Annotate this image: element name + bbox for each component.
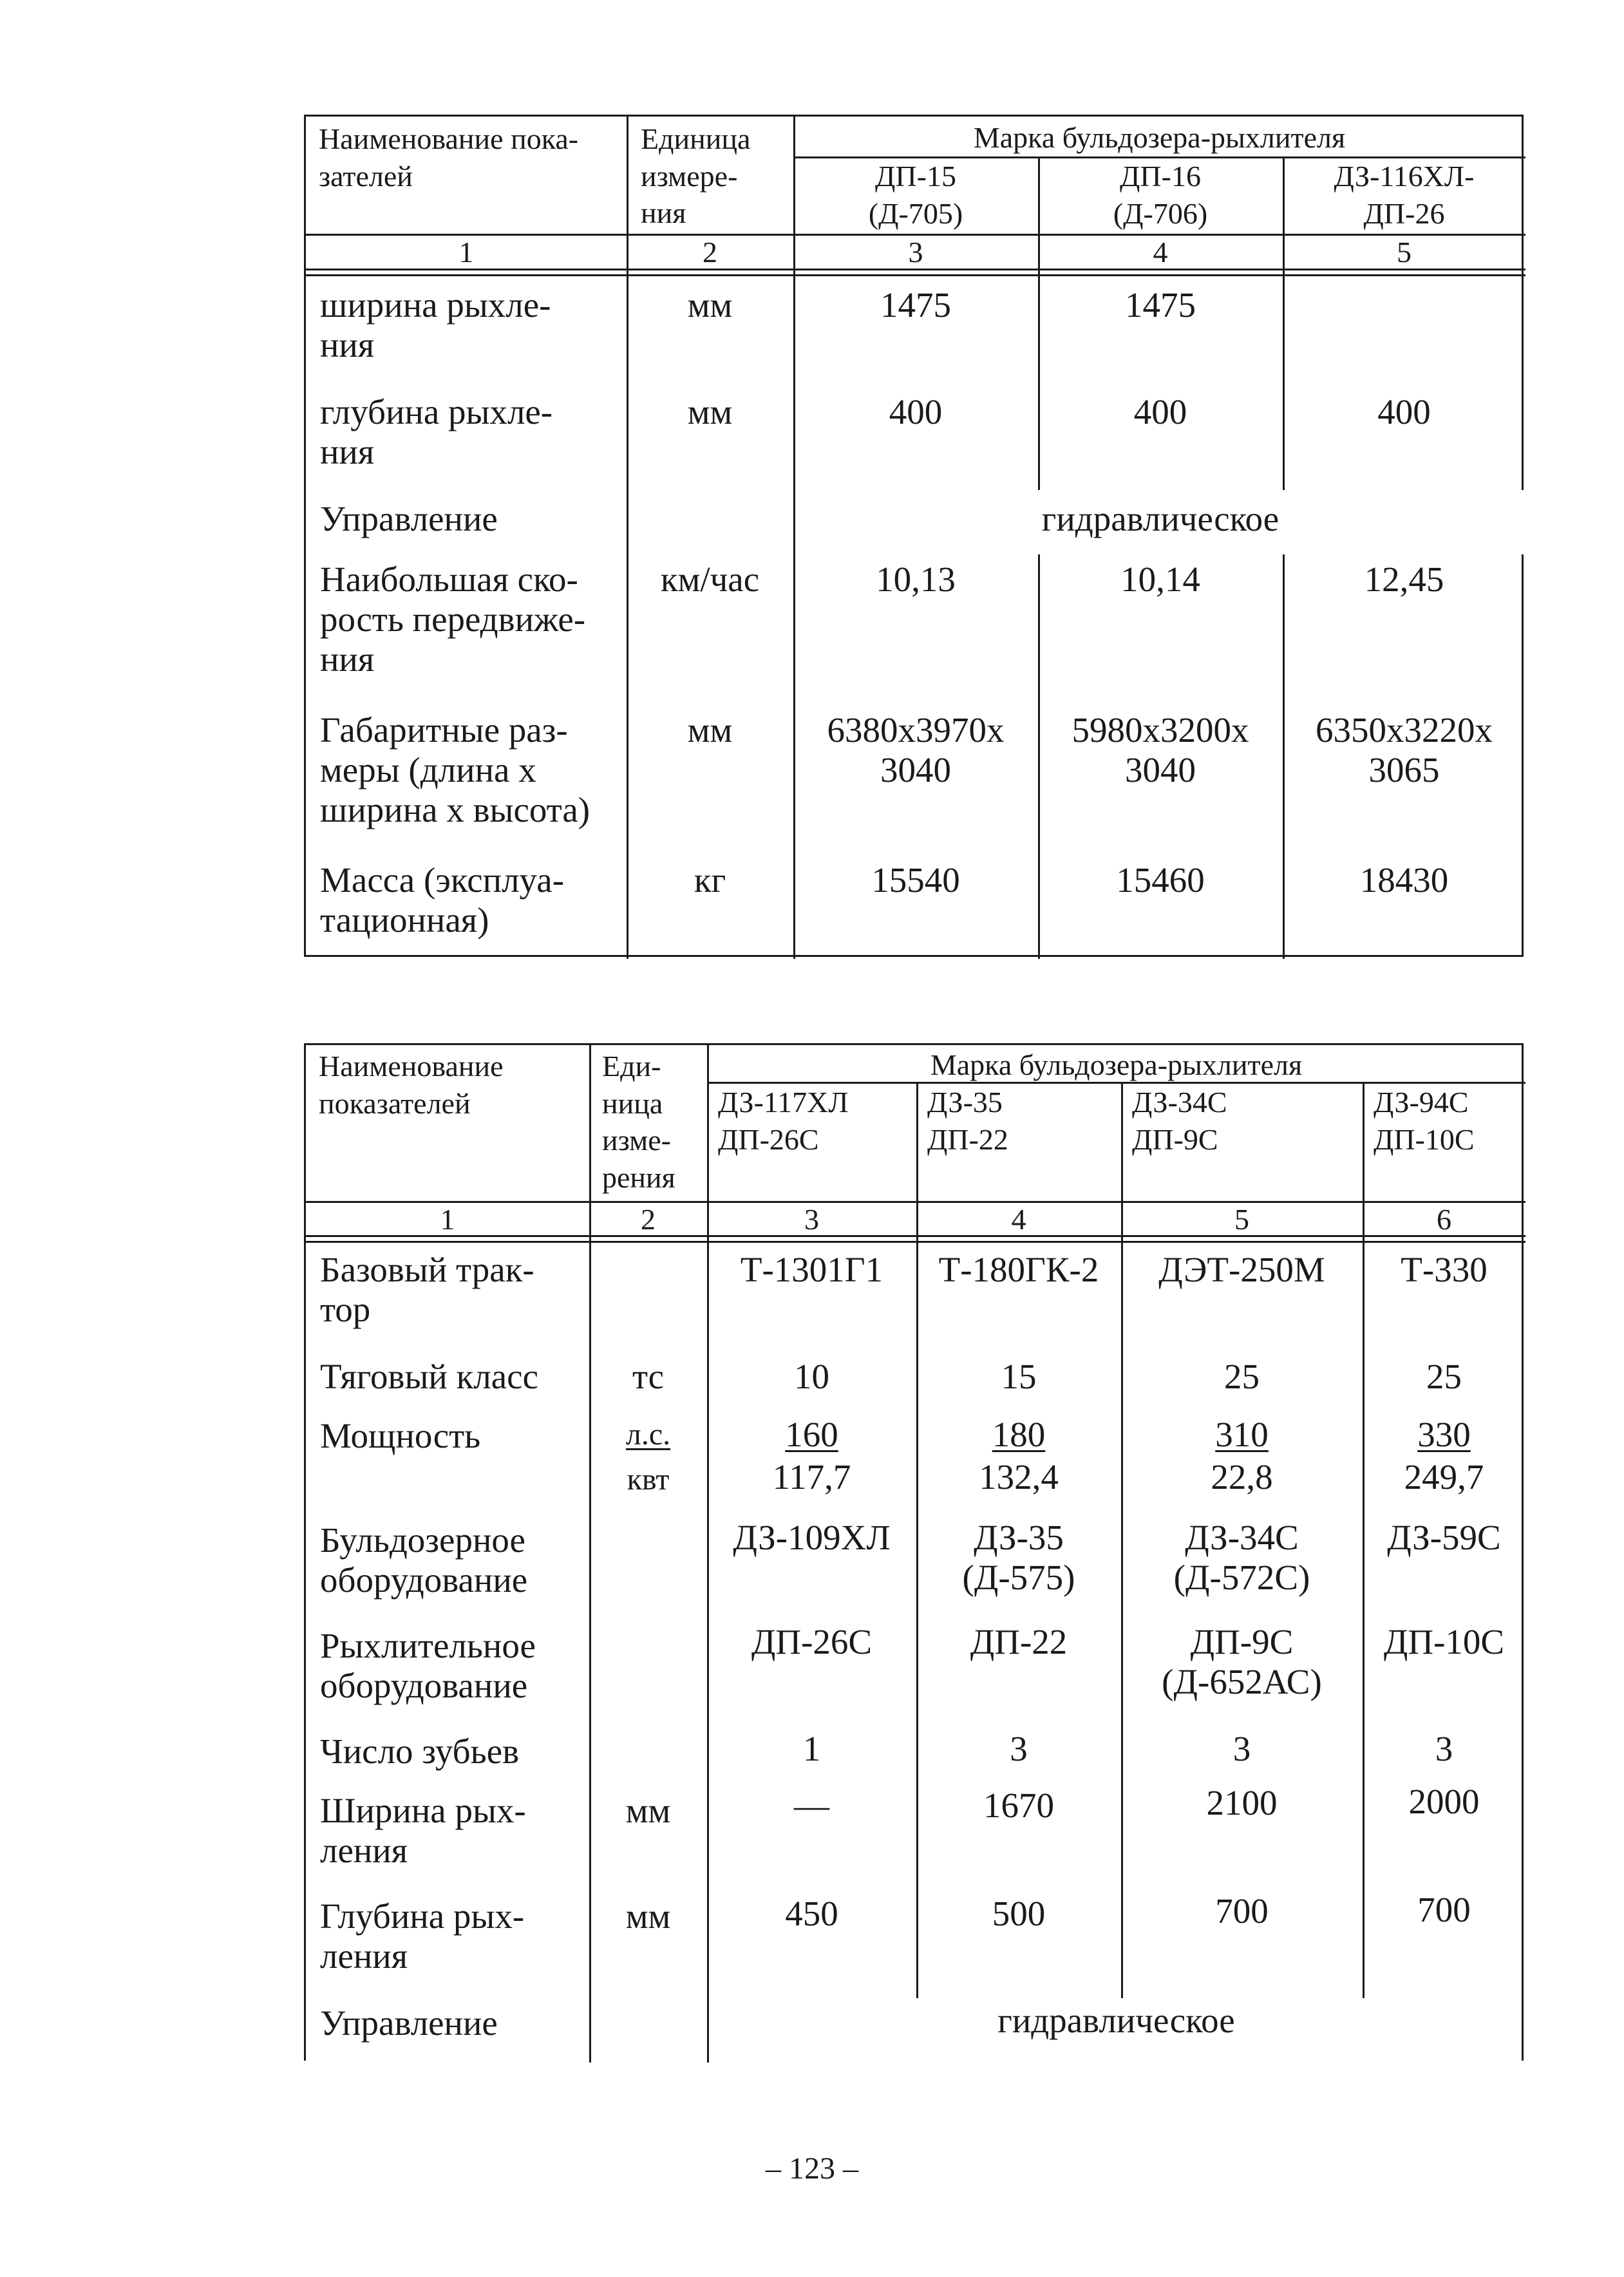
t2-cell: ДП-10С <box>1383 1622 1505 1661</box>
t2-cell-bottom: 22,8 <box>1211 1457 1273 1497</box>
t2-cell: 1670 <box>983 1786 1054 1825</box>
t1-row-label: ширина рыхле- ния <box>320 285 551 365</box>
t2-header-unit: Еди- ница изме- рения <box>602 1050 675 1194</box>
t2-col-number: 4 <box>1011 1203 1026 1236</box>
t2-cell: 15 <box>1001 1357 1037 1396</box>
t2-row-label: Ширина рых- ления <box>320 1791 526 1871</box>
t2-row-label: Мощность <box>320 1416 481 1455</box>
t2-row-label: Тяговый класс <box>320 1357 538 1396</box>
t2-cell-top: 180 <box>992 1415 1046 1454</box>
t1-col-number: 2 <box>703 236 717 269</box>
t2-row-label: Рыхлительное оборудование <box>320 1626 536 1706</box>
table-2 <box>304 1043 1524 2061</box>
t2-cell: 10 <box>794 1357 829 1396</box>
t1-merged-cell: гидравлическое <box>1041 499 1279 538</box>
t2-cell: 3 <box>1010 1729 1028 1768</box>
t1-row-label: Габаритные раз- меры (длина х ширина х высота) <box>320 710 590 830</box>
t1-header-unit: Единица измере- ния <box>641 122 751 229</box>
t2-cell: ДЗ-35 (Д-575) <box>962 1518 1075 1598</box>
t1-row-label: глубина рыхле- ния <box>320 392 553 472</box>
t1-header-model: ДЗ-116ХЛ- ДП-26 <box>1334 160 1475 230</box>
t2-cell: Т-180ГК-2 <box>938 1250 1099 1289</box>
t2-row-label: Глубина рых- ления <box>320 1896 525 1976</box>
t1-col-number: 5 <box>1397 236 1412 269</box>
t2-header-brand: Марка бульдозера-рыхлителя <box>930 1048 1303 1081</box>
t2-header-model: ДЗ-35 ДП-22 <box>927 1086 1008 1156</box>
t2-col-number: 6 <box>1437 1203 1451 1236</box>
t2-cell: 700 <box>1417 1890 1471 1929</box>
t2-cell-bottom: 249,7 <box>1404 1457 1484 1497</box>
t1-cell: 400 <box>1377 392 1431 431</box>
t2-cell: 2000 <box>1408 1782 1480 1821</box>
t2-row-unit-top: л.с. <box>625 1417 671 1451</box>
t1-row-label: Управление <box>320 499 498 538</box>
t2-cell: 2100 <box>1206 1783 1278 1822</box>
t2-cell: 3 <box>1435 1729 1453 1768</box>
t2-cell: Т-330 <box>1401 1250 1487 1289</box>
t1-cell: 18430 <box>1359 860 1449 900</box>
t2-row-label: Бульдозерное оборудование <box>320 1520 528 1600</box>
t2-row-unit-bottom: квт <box>627 1462 670 1497</box>
t1-row-unit: мм <box>687 710 733 750</box>
t1-cell: 1475 <box>880 285 951 325</box>
t1-row-label: Наибольшая ско- рость передвиже- ния <box>320 560 586 679</box>
t2-cell-top: 160 <box>785 1415 838 1454</box>
t2-cell: ДЭТ-250М <box>1158 1250 1325 1289</box>
t2-row-label: Число зубьев <box>320 1732 520 1771</box>
t1-row-unit: мм <box>687 285 733 325</box>
t2-cell: 3 <box>1232 1729 1251 1768</box>
t2-cell-bottom: 132,4 <box>979 1457 1059 1497</box>
t2-header-name: Наименование показателей <box>319 1050 504 1120</box>
t1-cell: 12,45 <box>1364 560 1444 599</box>
t2-col-number: 3 <box>804 1203 819 1236</box>
t2-col-number: 5 <box>1234 1203 1249 1236</box>
t1-col-number: 3 <box>908 236 923 269</box>
t2-row-unit: мм <box>625 1896 671 1936</box>
t2-header-model: ДЗ-117ХЛ ДП-26С <box>718 1086 849 1156</box>
t2-row-unit: тс <box>632 1357 665 1396</box>
t2-cell: 450 <box>785 1894 838 1933</box>
t2-cell: ДЗ-59С <box>1387 1518 1501 1557</box>
t1-header-brand: Марка бульдозера-рыхлителя <box>973 121 1346 154</box>
t1-row-unit: кг <box>694 860 726 900</box>
t2-cell-bottom: 117,7 <box>772 1457 851 1497</box>
t1-cell: 400 <box>889 392 943 431</box>
page-number: – 123 – <box>766 2151 858 2186</box>
t1-row-unit: км/час <box>660 560 760 599</box>
t2-cell: ДП-9С (Д-652АС) <box>1162 1622 1322 1702</box>
t1-cell: 15540 <box>871 860 960 900</box>
t2-row-label: Базовый трак- тор <box>320 1250 534 1330</box>
t1-cell: 10,14 <box>1120 560 1200 599</box>
t2-cell-top: 330 <box>1417 1415 1471 1454</box>
t1-numbers-line-2 <box>306 274 1525 276</box>
t2-header-model: ДЗ-94С ДП-10С <box>1374 1086 1475 1156</box>
t2-numbers-line-2 <box>306 1241 1525 1243</box>
t2-cell: ДП-22 <box>970 1622 1068 1661</box>
t2-header-model: ДЗ-34С ДП-9С <box>1132 1086 1227 1156</box>
t1-cell: 10,13 <box>876 560 956 599</box>
t2-row-label: Управление <box>320 2003 498 2043</box>
t2-cell: Т-1301Г1 <box>740 1250 883 1289</box>
t1-header-name: Наименование пока- зателей <box>319 122 579 193</box>
t1-cell: 15460 <box>1116 860 1205 900</box>
t2-merged-cell: гидравлическое <box>997 2001 1235 2040</box>
t2-cell: — <box>794 1786 829 1825</box>
t2-row-unit: мм <box>625 1791 671 1830</box>
t1-col-number: 4 <box>1153 236 1168 269</box>
t2-cell: 1 <box>802 1729 821 1768</box>
t1-header-model: ДП-15 (Д-705) <box>868 160 963 230</box>
t1-cell: 1475 <box>1125 285 1196 325</box>
t1-cell: 5980х3200х 3040 <box>1072 710 1249 790</box>
t2-col-number: 1 <box>440 1203 455 1236</box>
t1-header-model: ДП-16 (Д-706) <box>1113 160 1208 230</box>
t1-col-number: 1 <box>458 236 474 269</box>
table-1 <box>304 115 1524 957</box>
t2-cell: 25 <box>1426 1357 1462 1396</box>
t2-cell: ДП-26С <box>751 1622 873 1661</box>
t2-cell: 500 <box>992 1894 1046 1933</box>
t2-cell: 25 <box>1224 1357 1260 1396</box>
t2-cell: ДЗ-34С (Д-572С) <box>1173 1518 1310 1598</box>
t2-cell: 700 <box>1215 1891 1269 1931</box>
t1-cell: 6350х3220х 3065 <box>1316 710 1493 790</box>
t2-cell-top: 310 <box>1215 1415 1269 1454</box>
t1-row-unit: мм <box>687 392 733 431</box>
t1-cell: 400 <box>1133 392 1187 431</box>
t1-cell: 6380х3970х 3040 <box>827 710 1005 790</box>
t2-cell: ДЗ-109ХЛ <box>733 1518 891 1557</box>
t2-col-number: 2 <box>641 1203 656 1236</box>
t1-row-label: Масса (эксплуа- тационная) <box>320 860 565 940</box>
